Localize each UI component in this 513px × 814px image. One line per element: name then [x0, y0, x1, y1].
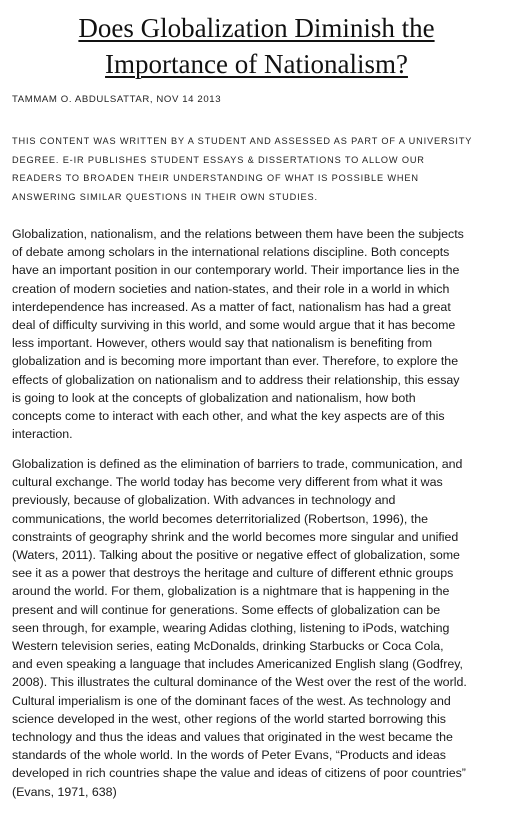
article-title [0, 10, 513, 82]
disclaimer-line: READERS TO BROADEN THEIR UNDERSTANDING OF WHAT IS POSSIBLE WHEN [12, 173, 419, 184]
paragraph-line: Globalization is defined as the elimination of barriers to trade, communication, and [12, 457, 463, 471]
paragraph-line: present and will continue for generations. Some effects of globalization can be [12, 602, 441, 617]
paragraph-line: less important. However, others would say that nationalism is benefiting from [12, 336, 433, 351]
paragraph-line: technology and thus the ideas and values that originated in the west became the [12, 730, 453, 745]
disclaimer-line: DEGREE. E-IR PUBLISHES STUDENT ESSAYS & DISSERTATIONS TO ALLOW OUR [12, 154, 425, 165]
paragraph-line: of debate among scholars in the international relations discipline. Both concepts [12, 245, 450, 260]
paragraph-line: have an important position in our contemporary world. Their importance lies in the [12, 263, 460, 278]
student-content-disclaimer [12, 132, 507, 206]
paragraph-line: science developed in the west, other regions of the world started borrowing this [12, 711, 446, 726]
paragraph-line: (Evans, 1971, 638) [12, 784, 117, 799]
paragraph-line: see it as a power that destroys the heritage and culture of different ethnic groups [12, 566, 454, 581]
paragraph-line: concepts come to interact with each other, and what the key aspects are of this [12, 409, 445, 424]
paragraph-line: 2008). This illustrates the cultural dominance of the West over the rest of the world. [12, 675, 467, 690]
body-paragraph-1 [12, 225, 510, 443]
article-byline: TAMMAM O. ABDULSATTAR, NOV 14 2013 [12, 94, 222, 105]
article-title-line: Importance of Nationalism? [105, 49, 408, 79]
paragraph-line: (Waters, 2011). Talking about the positive or negative effect of globalization, some [12, 548, 460, 563]
paragraph-line: constraints of geography shrink and the world becomes more singular and unified [12, 529, 459, 544]
paragraph-line: Cultural imperialism is one of the dominant faces of the west. As technology and [12, 693, 451, 708]
paragraph-line: cultural exchange. The world today has become very different from what it was [12, 475, 443, 490]
paragraph-line: seen through, for example, wearing Adidas clothing, listening to iPods, watching [12, 620, 450, 635]
paragraph-line: around the world. For them, globalization is a nightmare that is happening in the [12, 584, 450, 599]
paragraph-line: Western television series, eating McDonalds, drinking Starbucks or Coca Cola, [12, 639, 444, 654]
paragraph-line: creation of modern societies and nation-states, and their role in a world in which [12, 281, 450, 296]
paragraph-line: is going to look at the concepts of globalization and nationalism, how both [12, 390, 416, 405]
paragraph-line: developed in rich countries shape the value and ideas of citizens of poor countries” [12, 766, 466, 781]
paragraph-line: Globalization, nationalism, and the relations between them have been the subjects [12, 227, 464, 241]
paragraph-line: interaction. [12, 427, 73, 442]
disclaimer-line: ANSWERING SIMILAR QUESTIONS IN THEIR OWN STUDIES. [12, 191, 318, 202]
paragraph-line: interdependence has increased. As a matter of fact, nationalism has had a great [12, 299, 451, 314]
body-paragraph-2 [12, 455, 510, 801]
paragraph-line: globalization and is becoming more important than ever. Therefore, to explore the [12, 354, 459, 369]
paragraph-line: and even speaking a language that includes Americanized English slang (Godfrey, [12, 657, 463, 672]
paragraph-line: standards of the whole world. In the words of Peter Evans, “Products and ideas [12, 748, 446, 763]
paragraph-line: communications, the world becomes deterritorialized (Robertson, 1996), the [12, 511, 428, 526]
paragraph-line: previously, because of globalization. With advances in technology and [12, 493, 396, 508]
article-title-line: Does Globalization Diminish the [78, 13, 435, 43]
disclaimer-line: THIS CONTENT WAS WRITTEN BY A STUDENT AND ASSESSED AS PART OF A UNIVERSITY [12, 136, 473, 146]
paragraph-line: deal of difficulty surviving in this world, and some would argue that it has become [12, 318, 456, 333]
paragraph-line: effects of globalization on nationalism and to address their relationship, this essay [12, 372, 460, 387]
